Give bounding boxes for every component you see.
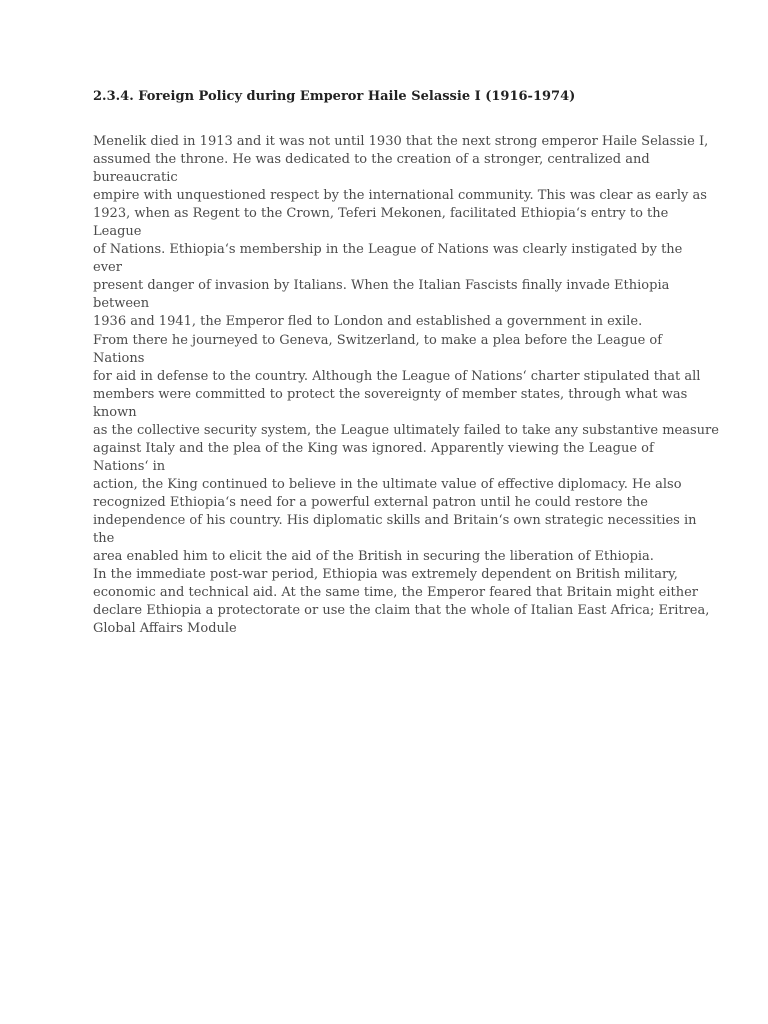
text-line: Nations	[93, 350, 145, 366]
text-line: between	[93, 296, 150, 312]
text-line: bureaucratic	[93, 170, 178, 186]
text-line: independence of his country. His diplomatic skills and Britain‘s own strategic necessities in	[93, 512, 697, 528]
text-line: recognized Ethiopia‘s need for a powerful external patron until he could restore the	[93, 494, 648, 510]
text-line: From there he journeyed to Geneva, Switzerland, to make a plea before the League of	[93, 332, 663, 348]
text-line: empire with unquestioned respect by the international community. This was clear as early as	[93, 188, 707, 204]
text-line: ever	[93, 260, 122, 276]
text-line: Menelik died in 1913 and it was not until 1930 that the next strong emperor Haile Selassie I,	[93, 134, 709, 149]
text-line: action, the King continued to believe in the ultimate value of effective diplomacy. He also	[93, 476, 682, 492]
text-line: members were committed to protect the sovereignty of member states, through what was	[93, 386, 688, 402]
text-line: Global Affairs Module	[93, 621, 237, 637]
text-line: present danger of invasion by Italians. When the Italian Fascists finally invade Ethiopia	[93, 278, 670, 294]
text-line: 1923, when as Regent to the Crown, Teferi Mekonen, facilitated Ethiopia‘s entry to the	[93, 206, 669, 222]
text-line: League	[93, 224, 142, 240]
body-text	[93, 133, 719, 638]
text-line: against Italy and the plea of the King was ignored. Apparently viewing the League of	[93, 440, 654, 456]
text-line: area enabled him to elicit the aid of the British in securing the liberation of Ethiopia.	[93, 549, 654, 565]
text-line: Nations‘ in	[93, 458, 166, 474]
text-line: of Nations. Ethiopia‘s membership in the League of Nations was clearly instigated by the	[93, 242, 683, 258]
text-line: as the collective security system, the League ultimately failed to take any substantive measure	[93, 422, 719, 438]
text-line: assumed the throne. He was dedicated to the creation of a stronger, centralized and	[93, 152, 650, 168]
text-line: declare Ethiopia a protectorate or use the claim that the whole of Italian East Africa; Eritrea,	[93, 603, 710, 619]
text-line: for aid in defense to the country. Although the League of Nations‘ charter stipulated that all	[93, 368, 701, 384]
text-line: economic and technical aid. At the same time, the Emperor feared that Britain might either	[93, 585, 698, 601]
text-line: 1936 and 1941, the Emperor fled to London and established a government in exile.	[93, 314, 643, 330]
section-heading: 2.3.4. Foreign Policy during Emperor Haile Selassie I (1916-1974)	[93, 89, 576, 104]
text-line: known	[93, 404, 137, 420]
text-line: the	[93, 531, 115, 547]
text-line: In the immediate post-war period, Ethiopia was extremely dependent on British military,	[93, 567, 678, 583]
